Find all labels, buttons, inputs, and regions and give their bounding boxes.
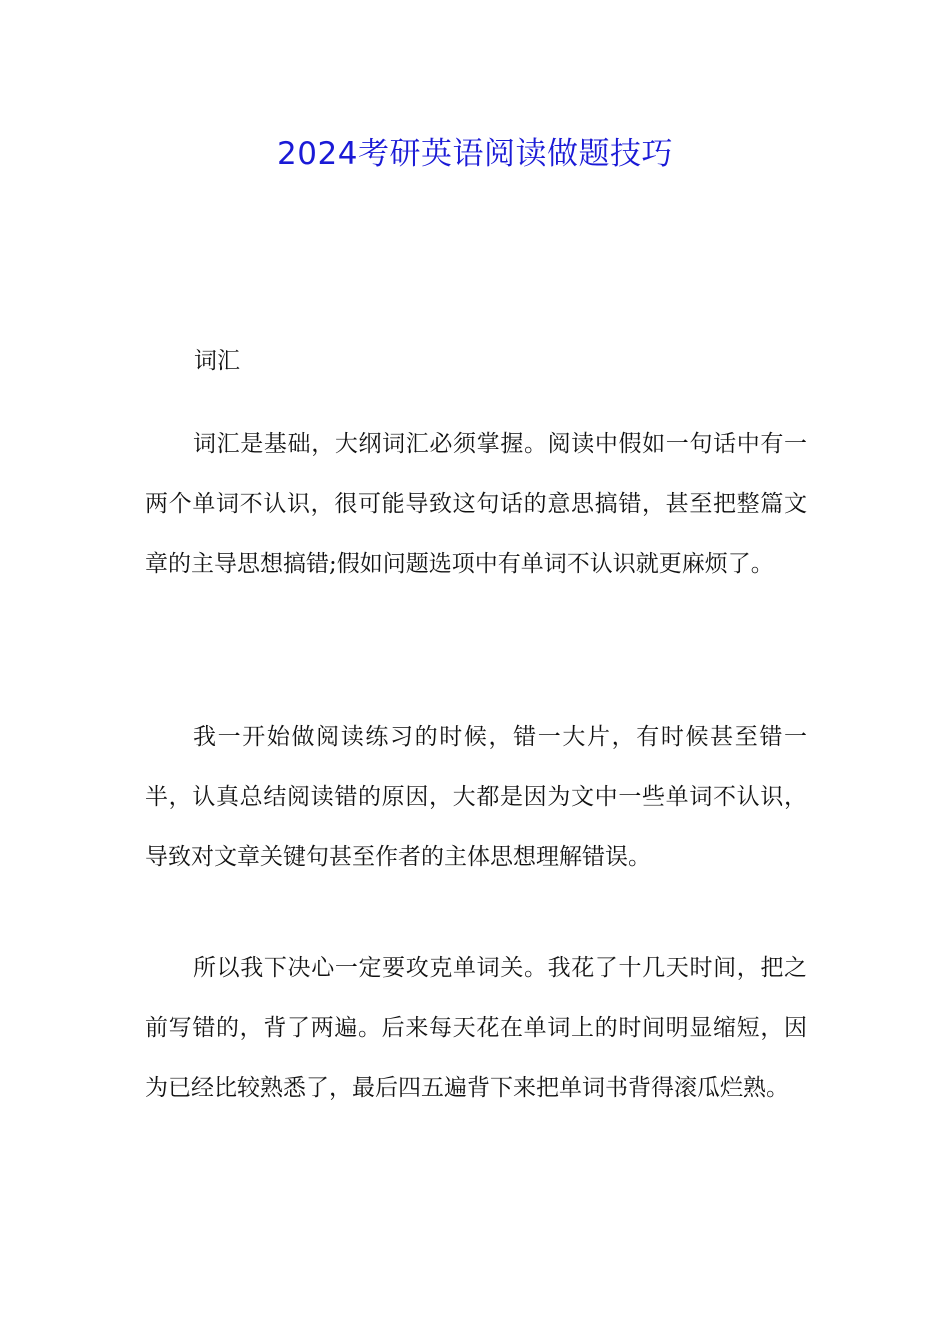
paragraph: 词汇是基础，大纲词汇必须掌握。阅读中假如一句话中有一两个单词不认识，很可能导致这句话的意思搞错，甚至把整篇文章的主导思想搞错;假如问题选项中有单词不认识就更麻烦了。 xyxy=(145,431,807,577)
document-title: 2024考研英语阅读做题技巧 xyxy=(277,136,673,172)
section-heading: 词汇 xyxy=(194,348,240,374)
paragraph: 我一开始做阅读练习的时候，错一大片，有时候甚至错一半，认真总结阅读错的原因，大都是因为文中一些单词不认识，导致对文章关键句甚至作者的主体思想理解错误。 xyxy=(145,724,807,870)
paragraph: 所以我下决心一定要攻克单词关。我花了十几天时间，把之前写错的，背了两遍。后来每天花在单词上的时间明显缩短，因为已经比较熟悉了，最后四五遍背下来把单词书背得滚瓜烂熟。 xyxy=(145,955,807,1101)
